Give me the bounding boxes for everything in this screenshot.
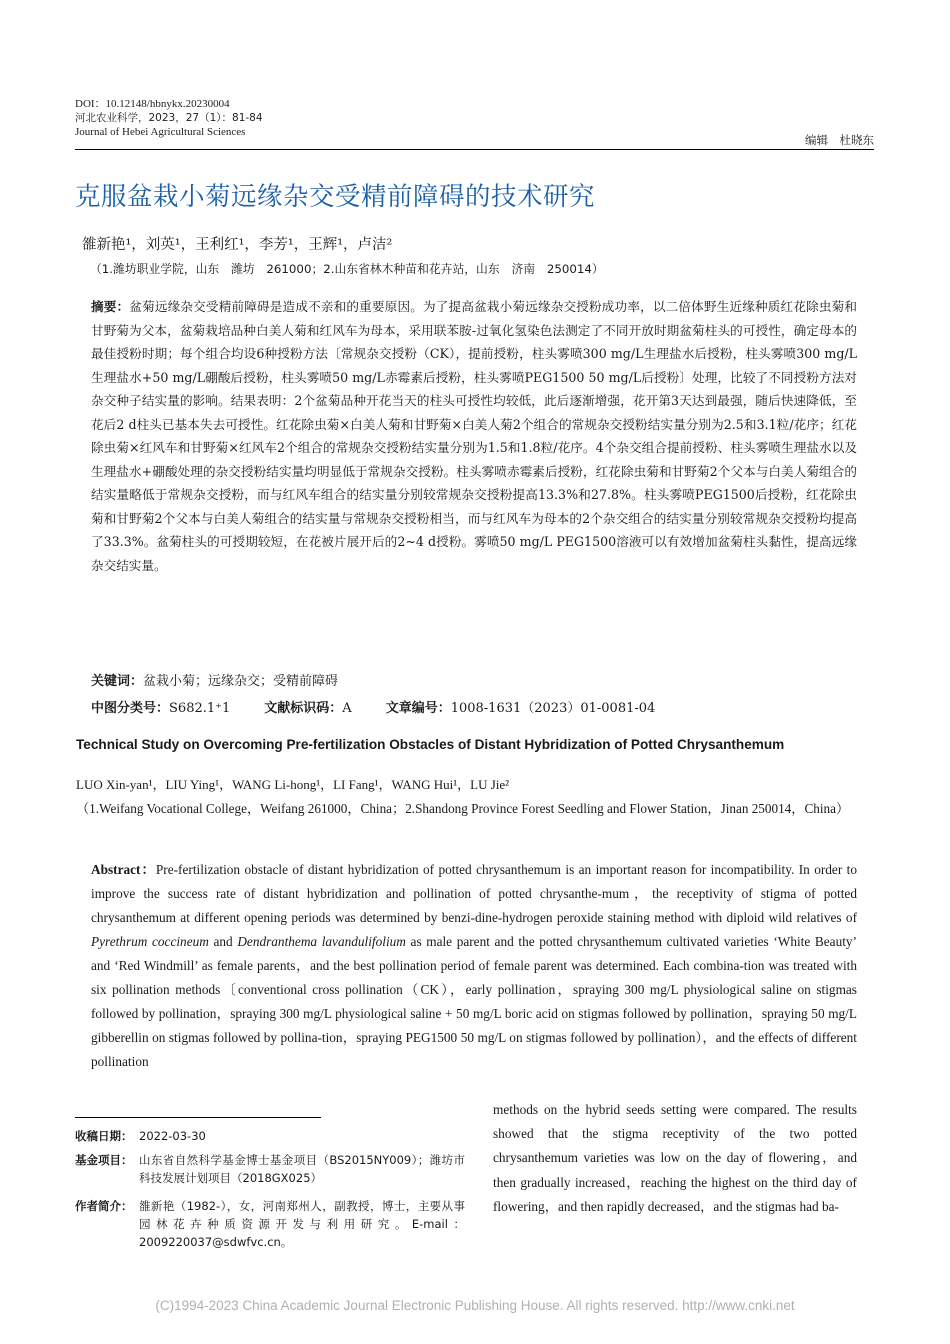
affiliation-en: （1.Weifang Vocational College，Weifang 261000，China；2.Shandong Province Forest Seedling and Flower Station，Jinan 250014，China） xyxy=(76,801,850,816)
footnote-rule xyxy=(75,1117,321,1118)
received-label: 收稿日期： xyxy=(75,1129,133,1143)
doc-code-value: A xyxy=(342,701,352,716)
clc-label: 中图分类号： xyxy=(91,701,170,716)
keywords-cn xyxy=(91,670,338,689)
affiliation-cn: （1.潍坊职业学院，山东 潍坊 261000；2.山东省林木种苗和花卉站，山东 济南 250014） xyxy=(90,262,604,276)
abstract-en xyxy=(91,858,857,1074)
fund-value: 山东省自然科学基金博士基金项目（BS2015NY009）；潍坊市科技发展计划项目（2018GX025） xyxy=(139,1153,465,1185)
abstract-cn-label: 摘要： xyxy=(91,299,130,314)
abstract-en-part1: Pre-fertilization obstacle of distant hybridization of potted chrysanthemum is an important reason for incompatibility. In order to improve the success rate of distant hybridization and pollination of potted chrysanthe-mum，the receptivity of stigma of potted chrysanthemum at different opening periods was determined by benzi-dine-hydrogen peroxide staining method with diploid wild relatives of xyxy=(91,862,857,925)
abstract-en-label: Abstract： xyxy=(91,862,156,877)
article-no-label: 文章编号： xyxy=(385,701,451,716)
fund-label: 基金项目： xyxy=(75,1153,133,1167)
author-bio-value: 雒新艳（1982-），女，河南郑州人，副教授，博士，主要从事园林花卉种质资源开发与利用研究。E-mail：2009220037@sdwfvc.cn。 xyxy=(139,1199,465,1249)
doi-line: DOI：10.12148/hbnykx.20230004 xyxy=(75,98,230,110)
footnote-author xyxy=(75,1197,465,1251)
abstract-en-continued: methods on the hybrid seeds setting were compared. The results showed that the stigma receptivity of the two potted chrysanthemum varieties was low on the day of flowering，and then gradually increased，reaching the highest on the third day of flowering，and then rapidly decreased，and the stigmas had ba- xyxy=(493,1102,857,1214)
doc-code-label: 文献标识码： xyxy=(264,701,343,716)
paper-title-cn: 克服盆栽小菊远缘杂交受精前障碍的技术研究 xyxy=(75,182,596,212)
journal-citation-cn: 河北农业科学，2023，27（1）：81-84 xyxy=(75,112,263,124)
authors-en: LUO Xin-yan¹，LIU Ying¹，WANG Li-hong¹，LI Fang¹，WANG Hui¹，LU Jie² xyxy=(76,777,510,792)
species-pyrethrum: Pyrethrum coccineum xyxy=(91,934,209,949)
keywords-cn-label: 关键词： xyxy=(91,674,144,689)
author-bio-label: 作者简介： xyxy=(75,1199,133,1213)
editor-credit: 编辑 杜晓东 xyxy=(805,133,874,147)
journal-name-en: Journal of Hebei Agricultural Sciences xyxy=(75,126,246,138)
abstract-cn xyxy=(91,295,857,577)
received-value: 2022-03-30 xyxy=(139,1129,206,1143)
abstract-cn-text: 盆菊远缘杂交受精前障碍是造成不亲和的重要原因。为了提高盆栽小菊远缘杂交授粉成功率，以二倍体野生近缘种质红花除虫菊和甘野菊为父本，盆菊栽培品种白美人菊和红风车为母本，采用联苯胺-过氧化氢染色法测定了不同开放时期盆菊柱头的可授性，确定母本的最佳授粉时期；每个组合均设6种授粉方法〔常规杂交授粉（CK），提前授粉，柱头雾喷300 mg/L生理盐水后授粉，柱头雾喷300 mg/L生理盐水+50 mg/L硼酸后授粉，柱头雾喷50 mg/L赤霉素后授粉，柱头雾喷PEG1500 50 mg/L后授粉〕处理，比较了不同授粉方法对杂交种子结实量的影响。结果表明：2个盆菊品种开花当天的柱头可授性均较低，此后逐渐增强，花开第3天达到最强，随后快速降低，至花后2 d柱头已基本失去可授性。红花除虫菊×白美人菊和甘野菊×白美人菊2个组合的常规杂交授粉结实量分别为2.5和3.1粒/花序；红花除虫菊×红风车和甘野菊×红风车2个组合的常规杂交授粉结实量分别为1.5和1.8粒/花序。4个杂交组合提前授粉、柱头雾喷生理盐水以及生理盐水+硼酸处理的杂交授粉结实量均明显低于常规杂交授粉。柱头雾喷赤霉素后授粉，红花除虫菊和甘野菊2个父本与白美人菊组合的结实量略低于常规杂交授粉，而与红风车组合的结实量分别较常规杂交授粉提高13.3%和27.8%。柱头雾喷PEG1500后授粉，红花除虫菊和甘野菊2个父本与白美人菊组合的结实量与常规杂交授粉相当，而与红风车为母本的2个杂交组合的结实量分别较常规杂交授粉均提高了33.3%。盆菊柱头的可授期较短，在花被片展开后的2~4 d授粉。雾喷50 mg/L PEG1500溶液可以有效增加盆菊柱头黏性，提高远缘杂交结实量。 xyxy=(91,299,858,573)
copyright-watermark: (C)1994-2023 China Academic Journal Electronic Publishing House. All rights reserved. http://www.cnki.net xyxy=(155,1298,795,1313)
paper-title-en: Technical Study on Overcoming Pre-fertilization Obstacles of Distant Hybridization of Potted Chrysanthemum xyxy=(76,737,785,752)
clc-value: S682.1⁺1 xyxy=(169,701,231,716)
header-rule xyxy=(75,149,874,150)
authors-cn: 雒新艳¹，刘英¹，王利红¹，李芳¹，王辉¹，卢洁² xyxy=(82,237,393,253)
footnote-received xyxy=(75,1127,465,1145)
abstract-en-part2: as male parent and the potted chrysanthemum cultivated varieties ‘White Beauty’ and ‘Red Windmill’ as female parents，and the best pollination period of female parent was determined. Each combina-tion was treated with six pollination methods〔conventional cross pollination（CK），early pollination，spraying 300 mg/L physiological saline on stigmas followed by pollination，spraying 300 mg/L physiological saline + 50 mg/L boric acid on stigmas followed by pollination，spraying 50 mg/L gibberellin on stigmas followed by pollina-tion，spraying PEG1500 50 mg/L on stigmas followed by pollination），and the effects of different pollination xyxy=(91,934,857,1069)
classification-row xyxy=(91,697,655,716)
abstract-en-and: and xyxy=(208,934,238,949)
keywords-cn-text: 盆栽小菊；远缘杂交；受精前障碍 xyxy=(143,674,339,689)
species-dendranthema: Dendranthema lavandulifolium xyxy=(237,934,406,949)
footnote-fund xyxy=(75,1151,465,1187)
article-no-value: 1008-1631（2023）01-0081-04 xyxy=(450,701,656,716)
